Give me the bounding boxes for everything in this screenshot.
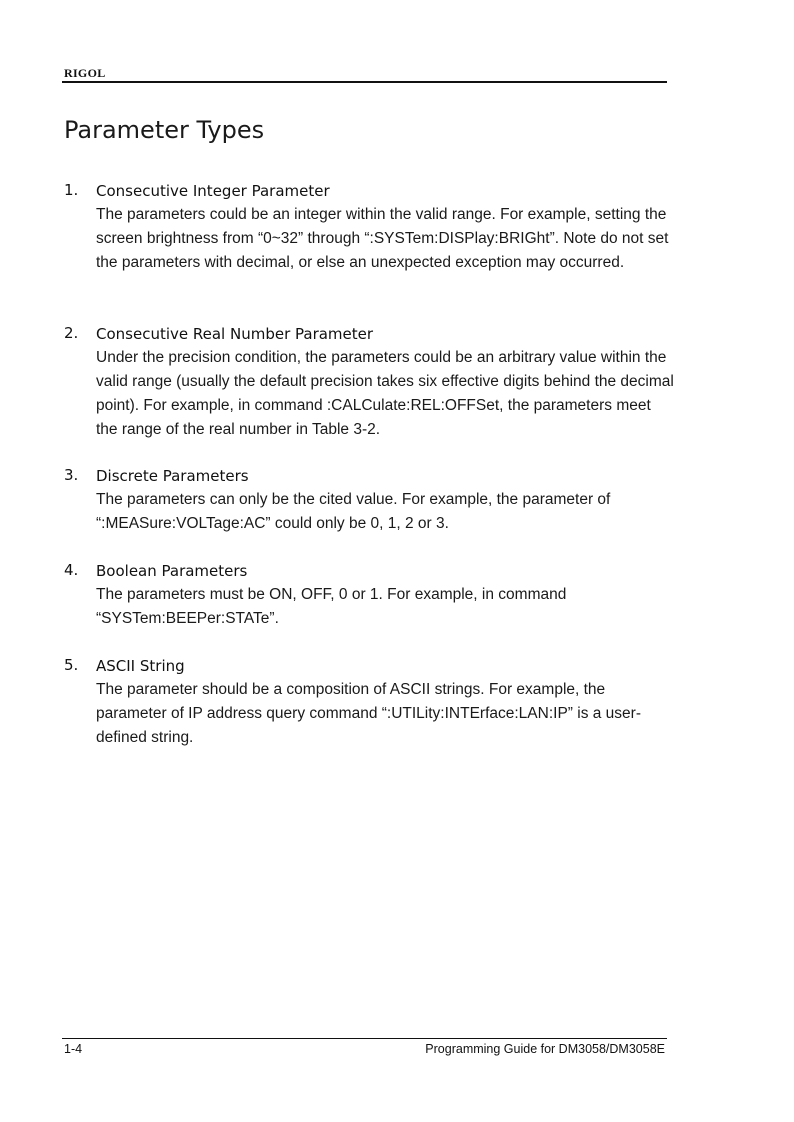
header-divider — [62, 81, 667, 83]
section-boolean — [64, 561, 674, 631]
section-body: The parameters could be an integer within the valid range. For example, setting the screen brightness from “0~32” through “:SYSTem:DISPlay:BRIGht”. Note do not set the parameters with decimal, or else an unexpected exception may occurred. — [96, 206, 669, 271]
section-heading: ASCII String — [96, 657, 185, 675]
section-heading: Discrete Parameters — [96, 467, 249, 485]
section-number: 2. — [64, 324, 79, 342]
section-consecutive-real — [64, 324, 674, 442]
section-body: The parameters must be ON, OFF, 0 or 1. For example, in command “SYSTem:BEEPer:STATe”. — [96, 586, 567, 627]
section-heading: Consecutive Integer Parameter — [96, 182, 330, 200]
section-heading: Consecutive Real Number Parameter — [96, 325, 374, 343]
page-title: Parameter Types — [64, 116, 265, 144]
section-ascii-string — [64, 656, 674, 750]
section-body: The parameter should be a composition of ASCII strings. For example, the parameter of IP address query command “:UTILity:INTErface:LAN:IP” is a user-defined string. — [96, 681, 641, 746]
section-number: 1. — [64, 181, 79, 199]
footer-guide-title: Programming Guide for DM3058/DM3058E — [425, 1042, 665, 1056]
section-discrete — [64, 466, 674, 536]
section-body: Under the precision condition, the parameters could be an arbitrary value within the valid range (usually the default precision takes six effective digits behind the decimal point). For example, in command :CALCulate:REL:OFFSet, the parameters meet the range of the real number in Table 3-2. — [96, 349, 674, 438]
section-consecutive-integer — [64, 181, 674, 275]
footer-divider — [62, 1038, 667, 1039]
section-number: 4. — [64, 561, 79, 579]
section-heading: Boolean Parameters — [96, 562, 248, 580]
section-number: 5. — [64, 656, 79, 674]
footer-page-number: 1-4 — [64, 1042, 83, 1056]
header-brand: RIGOL — [64, 66, 106, 80]
section-number: 3. — [64, 466, 79, 484]
section-body: The parameters can only be the cited value. For example, the parameter of “:MEASure:VOLTage:AC” could only be 0, 1, 2 or 3. — [96, 491, 611, 532]
